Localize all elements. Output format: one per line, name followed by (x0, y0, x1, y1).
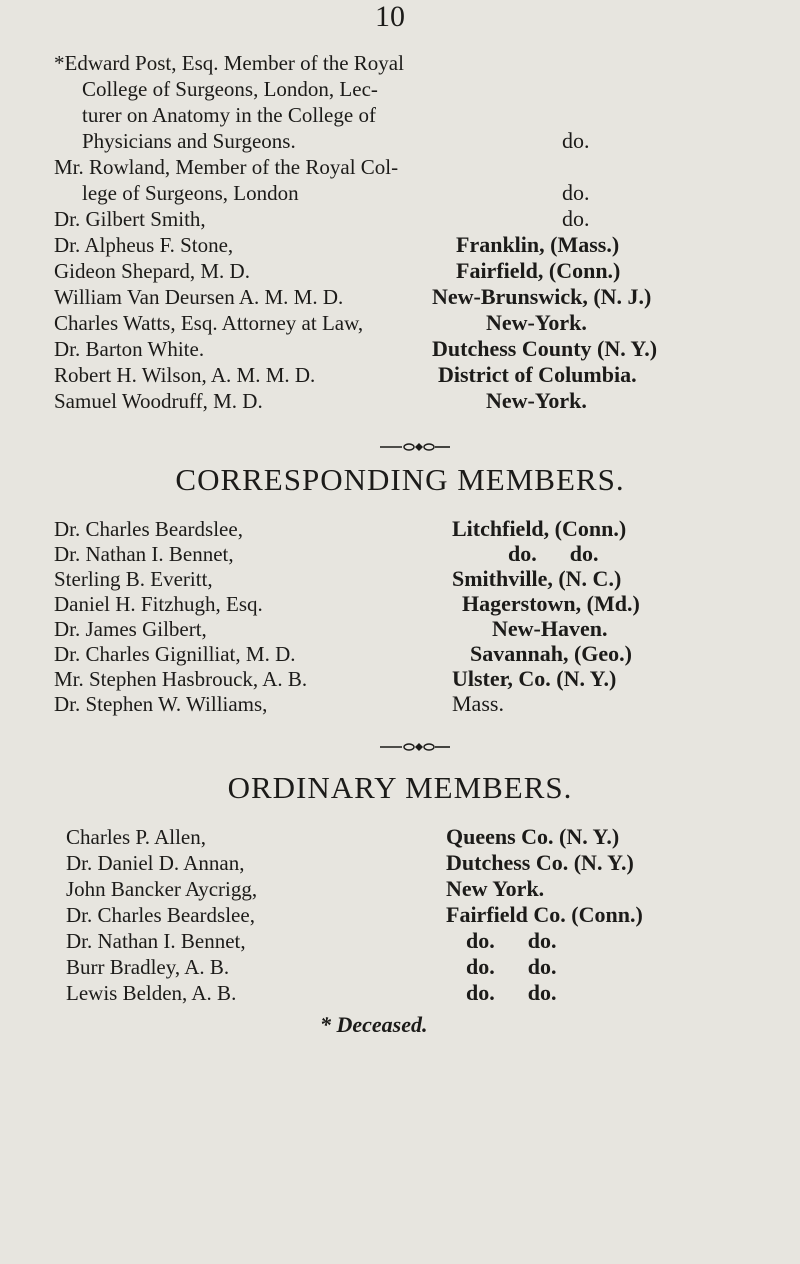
fellow-9-place: District of Columbia. (438, 362, 637, 387)
ordinary-name-3: John Bancker Aycrigg, (66, 877, 258, 901)
fellow-10-name: Samuel Woodruff, M. D. (54, 389, 263, 413)
fellow-10-place: New-York. (486, 388, 587, 413)
ordinary-place-5: do. do. (466, 928, 557, 953)
fellow-6-place: New-Brunswick, (N. J.) (432, 284, 652, 309)
ordinary-place-1: Queens Co. (N. Y.) (446, 824, 620, 849)
corresponding-place-4: Hagerstown, (Md.) (462, 591, 640, 616)
corresponding-place-5: New-Haven. (492, 616, 608, 641)
corresponding-place-2: do. do. (508, 541, 599, 566)
ordinary-name-1: Charles P. Allen, (66, 825, 206, 849)
corresponding-name-7: Mr. Stephen Hasbrouck, A. B. (54, 667, 308, 691)
fellow-1-line-4: Physicians and Surgeons. (82, 129, 296, 153)
fellow-8-name: Dr. Barton White. (54, 337, 205, 361)
ordinary-name-4: Dr. Charles Beardslee, (66, 903, 255, 927)
ordinary-place-3: New York. (446, 876, 545, 901)
corresponding-place-1: Litchfield, (Conn.) (452, 516, 627, 541)
corresponding-place-6: Savannah, (Geo.) (470, 641, 632, 666)
ordinary-name-2: Dr. Daniel D. Annan, (66, 851, 245, 875)
corresponding-place-7: Ulster, Co. (N. Y.) (452, 666, 617, 691)
corresponding-members-heading: CORRESPONDING MEMBERS. (175, 462, 625, 497)
fellow-1-line-1: *Edward Post, Esq. Member of the Royal (54, 51, 404, 75)
footnote-deceased: * Deceased. (320, 1012, 428, 1037)
fellow-1-line-2: College of Surgeons, London, Lec- (82, 77, 378, 101)
corresponding-place-8: Mass. (452, 691, 504, 716)
fellow-4-place: Franklin, (Mass.) (456, 232, 620, 257)
fellow-7-name: Charles Watts, Esq. Attorney at Law, (54, 311, 364, 335)
ordinary-place-6: do. do. (466, 954, 557, 979)
fellow-6-name: William Van Deursen A. M. M. D. (54, 285, 344, 309)
corresponding-name-8: Dr. Stephen W. Williams, (54, 692, 268, 716)
corresponding-name-6: Dr. Charles Gignilliat, M. D. (54, 642, 296, 666)
fellow-1-line-3: turer on Anatomy in the College of (82, 103, 376, 127)
fellow-8-place: Dutchess County (N. Y.) (432, 336, 658, 361)
corresponding-name-1: Dr. Charles Beardslee, (54, 517, 243, 541)
fellow-3-name: Dr. Gilbert Smith, (54, 207, 206, 231)
corresponding-name-4: Daniel H. Fitzhugh, Esq. (54, 592, 263, 616)
fellow-4-name: Dr. Alpheus F. Stone, (54, 233, 234, 257)
fellow-2-line-1: Mr. Rowland, Member of the Royal Col- (54, 155, 399, 179)
fellow-5-name: Gideon Shepard, M. D. (54, 259, 250, 283)
corresponding-name-3: Sterling B. Everitt, (54, 567, 213, 591)
fellow-2-line-2: lege of Surgeons, London (82, 181, 299, 205)
corresponding-name-2: Dr. Nathan I. Bennet, (54, 542, 234, 566)
ordinary-members-heading: ORDINARY MEMBERS. (227, 770, 573, 805)
page-number: 10 (375, 0, 405, 33)
ordinary-place-2: Dutchess Co. (N. Y.) (446, 850, 634, 875)
ordinary-name-6: Burr Bradley, A. B. (66, 955, 230, 979)
ornament-divider (380, 442, 450, 452)
ordinary-place-7: do. do. (466, 980, 557, 1005)
fellow-7-place: New-York. (486, 310, 587, 335)
ordinary-name-5: Dr. Nathan I. Bennet, (66, 929, 246, 953)
fellow-1-place: do. (562, 128, 590, 153)
ornament-divider (380, 742, 450, 752)
ordinary-name-7: Lewis Belden, A. B. (66, 981, 237, 1005)
corresponding-name-5: Dr. James Gilbert, (54, 617, 207, 641)
fellow-5-place: Fairfield, (Conn.) (456, 258, 621, 283)
corresponding-place-3: Smithville, (N. C.) (452, 566, 622, 591)
fellow-3-place: do. (562, 206, 590, 231)
ordinary-place-4: Fairfield Co. (Conn.) (446, 902, 643, 927)
fellow-2-place: do. (562, 180, 590, 205)
fellow-9-name: Robert H. Wilson, A. M. M. D. (54, 363, 316, 387)
